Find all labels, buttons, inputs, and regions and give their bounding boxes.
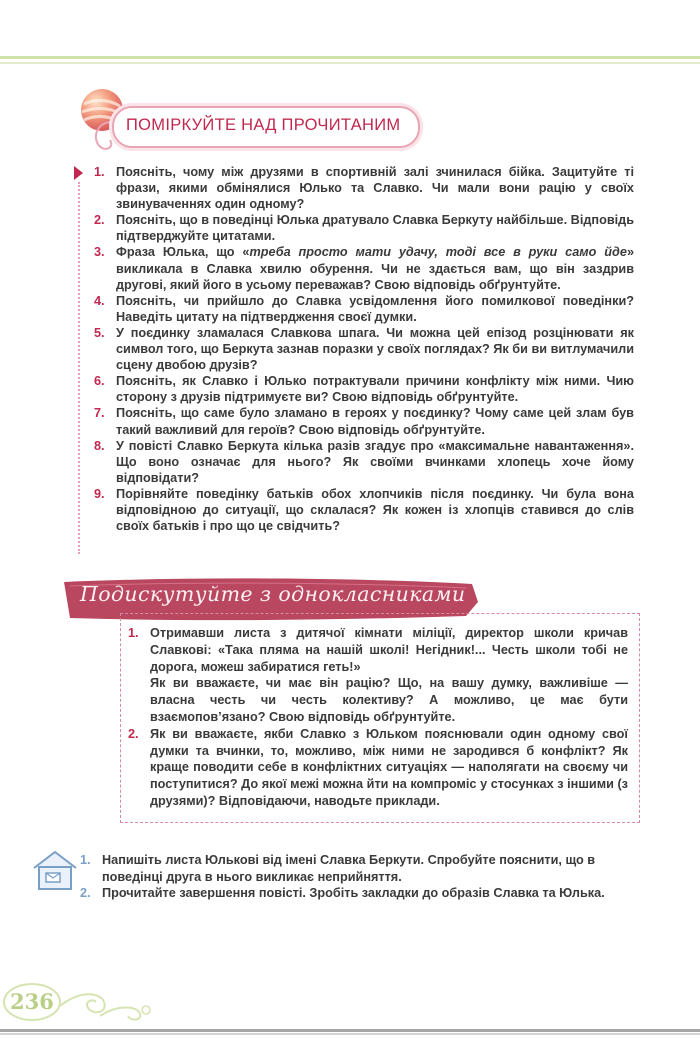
question-item <box>94 244 634 292</box>
discussion-number: 2. <box>128 726 139 741</box>
question-item <box>94 325 634 373</box>
discussion-item <box>128 625 628 726</box>
bottom-rule-thin <box>0 1033 700 1035</box>
question-number: 1. <box>94 165 105 179</box>
question-text: У поєдинку зламалася Славкова шпага. Чи можна цей епізод розцінювати як символ того, що Беркута зазнав поразки у своїх поглядах? Як би ви витлумачили сцену двобою друзів? <box>116 325 634 373</box>
question-text: У повісті Славко Беркута кілька разів згадує про «максимальне навантаження». Що воно означає для нього? Як своїми вчинками хлопець хоче йому відповідати? <box>116 438 634 485</box>
questions-list <box>94 164 634 534</box>
discussion-title: Подискутуйте з однокласниками <box>80 582 466 606</box>
question-number: 5. <box>94 325 105 340</box>
page-number: 236 <box>10 989 54 1014</box>
top-rule <box>0 56 700 59</box>
bottom-rule <box>0 1029 700 1032</box>
discussion-list <box>128 625 628 810</box>
homework-number: 1. <box>80 853 91 867</box>
question-text: Поясніть, що в поведінці Юлька дратувало Славка Беркуту найбільше. Відповідь підтверджуйте цитатами. <box>116 213 634 244</box>
question-item <box>94 164 634 212</box>
question-text: » викликала в Славка хвилю обурення. Чи не здається вам, що він заздрив другові, який його в усьому переважав? Свою відповідь обґрунтуйте. <box>116 245 634 292</box>
section-marker-icon <box>74 166 83 180</box>
homework-number: 2. <box>80 886 91 900</box>
homework-item <box>80 885 640 902</box>
question-quote: треба просто мати удачу, тоді все в руки само йде <box>249 245 627 260</box>
question-number: 3. <box>94 245 105 260</box>
question-number: 7. <box>94 406 105 421</box>
question-item <box>94 373 634 405</box>
question-item <box>94 438 634 486</box>
homework-text: Напишіть листа Юлькові від імені Славка Беркути. Спробуйте пояснити, що в поведінці друга в нього викликає неприйняття. <box>102 853 596 884</box>
homework-list <box>80 852 640 902</box>
question-text: Поясніть, як Славко і Юлько потрактували причини конфлікту між ними. Чию сторону з друзів підтримуєте ви? Свою відповідь обґрунтуйте. <box>116 374 634 405</box>
homework-item <box>80 852 640 885</box>
discussion-text: Як ви вважаєте, якби Славко з Юльком пояснювали один одному свої думки та вчинки, то, можливо, між ними не зародився б конфлікт? Як краще поводити себе в конфліктних ситуаціях — наполягати на своєму чи поступитися? До якої межі можна йти на компроміс у стосунках з іншими (з друзями)? Відповідаючи, наводьте приклади. <box>150 726 628 808</box>
discussion-item <box>128 726 628 810</box>
question-item <box>94 405 634 437</box>
question-text: Поясніть, чи прийшло до Славка усвідомлення його помилкової поведінки? Наведіть цитату на підтвердження своєї думки. <box>116 293 634 324</box>
discussion-text: Отримавши листа з дитячої кімнати міліції, директор школи кричав Славкові: «Така пляма на нашій школі! Негідник!... Честь школи тобі не дорога, можеш забиратися геть!» <box>150 626 628 674</box>
question-item <box>94 486 634 534</box>
side-dotted-line <box>78 182 82 554</box>
question-text: Поясніть, чому між друзями в спортивній залі зчинилася бійка. Зацитуйте ті фрази, якими обмінялися Юлько та Славко. Чи мали вони рацію у своїх звинуваченнях один одному? <box>116 165 634 212</box>
question-item <box>94 212 634 244</box>
question-text: Фраза Юлька, що « <box>116 245 250 260</box>
discussion-text: Як ви вважаєте, чи має він рацію? Що, на вашу думку, важливіше — власна честь чи честь колективу? А можливо, це має бути взаємопов’язано? Свою відповідь обґрунтуйте. <box>150 676 628 724</box>
question-item <box>94 293 634 325</box>
question-text: Поясніть, що саме було зламано в героях у поєдинку? Чому саме цей злам був такий важливий для героїв? Свою відповідь обґрунтуйте. <box>116 406 634 437</box>
question-number: 2. <box>94 213 105 228</box>
question-number: 4. <box>94 293 105 308</box>
section-title-banner <box>112 106 420 148</box>
discussion-number: 1. <box>128 626 139 640</box>
home-task-icon <box>30 848 80 892</box>
top-rule-thin <box>0 62 700 64</box>
question-number: 8. <box>94 438 105 453</box>
question-number: 6. <box>94 374 105 389</box>
homework-text: Прочитайте завершення повісті. Зробіть закладки до образів Славка та Юлька. <box>102 886 605 900</box>
question-text: Порівняйте поведінку батьків обох хлопчиків після поєдинку. Чи була вона відповідною до ситуації, що склалася? Як кожен із хлопців ставився до слів своїх батьків і про що це свідчить? <box>116 486 634 534</box>
question-number: 9. <box>94 486 105 501</box>
section-title: ПОМІРКУЙТЕ НАД ПРОЧИТАНИМ <box>126 116 401 134</box>
